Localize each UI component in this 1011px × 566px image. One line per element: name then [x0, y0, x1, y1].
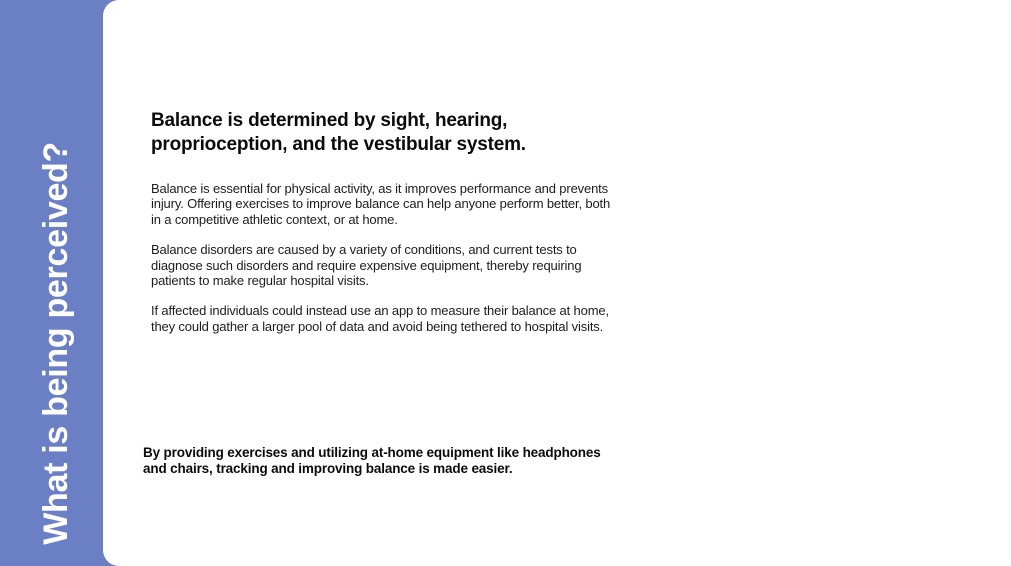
slide-section-title: What is being perceived?	[37, 142, 75, 545]
body-text	[151, 181, 619, 349]
paragraph-balance-disorders: Balance disorders are caused by a variety of conditions, and current tests to diagnose such disorders and require expensive equipment, thereby requiring patients to make regular hospital visits.	[151, 242, 582, 289]
content-panel	[103, 0, 1011, 566]
slide-heading: Balance is determined by sight, hearing, proprioception, and the vestibular system.	[151, 110, 526, 155]
paragraph-app-solution: If affected individuals could instead use an app to measure their balance at home, they could gather a larger pool of data and avoid being tethered to hospital visits.	[151, 303, 609, 334]
paragraph-balance-importance: Balance is essential for physical activity, as it improves performance and prevents injury. Offering exercises to improve balance can help anyone perform better, both in a competitive athletic context, or at home.	[151, 181, 611, 227]
takeaway-statement: By providing exercises and utilizing at-home equipment like headphones and chairs, tracking and improving balance is made easier.	[143, 445, 601, 476]
